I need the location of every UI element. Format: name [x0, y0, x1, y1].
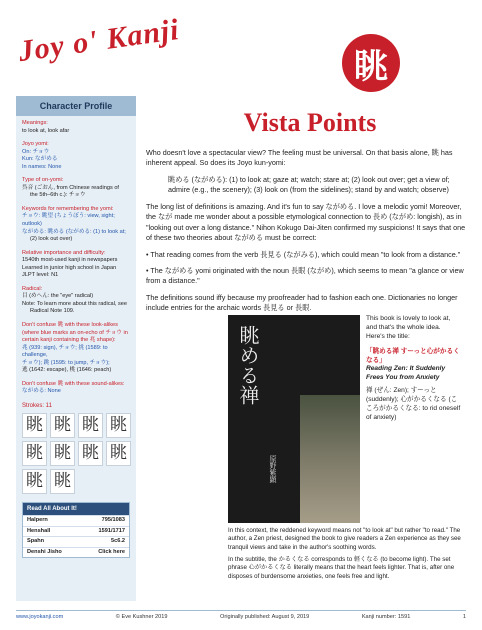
article-title: Vista Points — [243, 108, 377, 137]
kun-yomi: Kun: ながめる — [22, 156, 58, 163]
radical-section — [22, 286, 130, 316]
book-cover-image — [228, 315, 360, 523]
keywords-title: Keywords for remembering the yomi: — [22, 205, 114, 212]
lookalikes-title: Don't confuse 眺 with these look-alikes (where blue marks an on-echo of チョウ in certain kanji containing the 兆 shape): — [22, 322, 128, 344]
caption-english-title: Reading Zen: It Suddenly Frees You from Anxiety — [366, 365, 446, 382]
meanings-title: Meanings: — [22, 120, 48, 126]
stroke-step: 眺 — [22, 469, 47, 494]
caption-intro: This book is lovely to look at, and that's the whole idea. Here's the title: — [366, 315, 451, 340]
footer-site-link[interactable]: www.joyokanji.com — [16, 614, 64, 620]
book-cover-title: 眺める禅 — [236, 325, 260, 405]
footer-page-number: 1 — [462, 614, 466, 620]
lookalikes-line3: 逃 (1642: escape), 桃 (1646: peach) — [22, 367, 112, 374]
logo — [18, 14, 188, 74]
lookalikes-section — [22, 322, 130, 375]
ref-name: Spahn — [27, 538, 45, 545]
kanji-badge: 眺 — [342, 34, 400, 92]
read-all-heading: Read All About It! — [23, 503, 129, 515]
lower-text — [228, 527, 468, 585]
caption-glossary: 禅 (ぜん: Zen); すーっと (suddenly); 心がかるくなる (こころがかるくなる: to rid oneself of anxiety) — [366, 387, 461, 421]
footer-copyright: © Eve Kushner 2019 — [115, 614, 168, 620]
importance-line1: 1540th most-used kanji in newspapers — [22, 257, 118, 264]
sidebar-heading: Character Profile — [16, 96, 136, 116]
book-cover-author: 原野紫顕 — [269, 455, 277, 483]
soundalikes-text: ながめる: None — [22, 388, 61, 395]
onyomi-type-title: Type of on-yomi: — [22, 177, 64, 184]
onyomi-type-line2: the 5th–6th c.): チョウ — [30, 192, 86, 199]
meanings-section — [22, 120, 130, 135]
stroke-step: 眺 — [106, 441, 131, 466]
lookalikes-line1: 兆 (939: sign), チョウ; 挑 (1589: to challenge, — [22, 344, 108, 359]
bullet-item: • The ながめる yomi originated with the noun 長眼 (ながめ), which seems to mean "a glance or view from a distance." — [146, 265, 464, 286]
ref-name: Denshi Jisho — [27, 548, 62, 555]
page-footer — [16, 610, 466, 620]
names-yomi: In names: None — [22, 163, 62, 170]
paragraph: Who doesn't love a spectacular view? The feeling must be universal. On that basis alone, 眺 has inherent appeal. So does its Joyo kun-yomi: — [146, 148, 453, 168]
ref-value: 1591/1717 — [98, 527, 125, 534]
strokes-label: Strokes: 11 — [22, 402, 52, 409]
lookalikes-line2: チョウ); 跳 (1595: to jump, チョウ); — [22, 359, 110, 366]
logo-wordmark: Joy o' Kanji — [16, 12, 182, 69]
paragraph: The long list of definitions is amazing. And it's fun to say ながめる. I love a melodic yomi! Moreover, the なが made me wonder about a possible etymological connection to 長め (ながめ: longish), as in "looking out over a long distance." Nihon Kokugo Dai-Jiten confirmed my suspicions! It says that one of these two theories about ながめる must be correct: — [146, 201, 466, 243]
stroke-order-grid — [22, 413, 130, 494]
definition-block: 眺める (ながめる): (1) to look at; gaze at; watch; stare at; (2) look out over; get a view of; admire (e.g., the scenery); (3) look on (from the sidelines); stand by and watch; observe) — [168, 174, 450, 195]
importance-section — [22, 250, 130, 280]
stroke-step: 眺 — [78, 413, 103, 438]
onyomi-type-section — [22, 177, 130, 200]
garden-photo — [300, 395, 360, 523]
onyomi-type-line1: 呉音 (ごおん, from Chinese readings of — [22, 184, 119, 191]
paragraph: The definitions sound iffy because my proofreader had to fashion each one. Dictionaries no longer include entries for the archaic words 長見る or 長眼. — [146, 292, 458, 313]
joyo-yomi-section — [22, 141, 130, 171]
stroke-step: 眺 — [22, 441, 47, 466]
importance-line2: Learned in junior high school in Japan — [22, 264, 117, 271]
bullet-item: • That reading comes from the verb 長見る (ながみる), which could mean "to look from a distance." — [146, 249, 461, 259]
importance-title: Relative importance and difficulty: — [22, 249, 106, 256]
table-row — [23, 526, 129, 537]
table-row — [23, 547, 129, 558]
radical-line2: Note: To learn more about this radical, see — [22, 300, 127, 307]
on-yomi: On: チョウ — [22, 148, 50, 155]
soundalikes-title: Don't confuse 眺 with these sound-alikes: — [22, 380, 125, 387]
character-profile-sidebar — [16, 96, 136, 601]
ref-value: 5c6.2 — [111, 538, 125, 545]
joyo-yomi-title: Joyo yomi: — [22, 141, 49, 148]
stroke-step: 眺 — [50, 469, 75, 494]
stroke-step: 眺 — [50, 441, 75, 466]
paragraph: In the subtitle, the かるくなる corresponds to 軽くなる (to become light). The set phrase 心がかるくなる literally means that the heart feels lighter. That is, after one disposes of burdensome anxieties, one feels free and light. — [228, 556, 455, 580]
radical-line1: 目 (めへん: the "eye" radical) — [22, 293, 94, 300]
keywords-section — [22, 206, 130, 244]
radical-title: Radical: — [22, 285, 43, 292]
soundalikes-section — [22, 381, 130, 396]
article-body — [146, 148, 466, 320]
footer-published: Originally published: August 9, 2019 — [220, 614, 310, 620]
stroke-step: 眺 — [50, 413, 75, 438]
meanings-text: to look at, look afar — [22, 127, 70, 134]
keyword-line3: (2) look out over) — [30, 236, 73, 243]
footer-kanji-number: Kanji number: 1591 — [361, 614, 411, 620]
caption-japanese-title: 「眺める禅 すーっと心がかるくなる」 — [366, 347, 460, 364]
denshi-jisho-link[interactable]: Click here — [98, 548, 125, 555]
table-row — [23, 536, 129, 547]
read-all-table — [22, 502, 130, 558]
stroke-step: 眺 — [22, 413, 47, 438]
keyword-line1: チョウ: 眺望 (ちょうぼう: view, sight; outlook) — [22, 213, 115, 228]
paragraph: In this context, the reddened keyword means not "to look at" but rather "to read." The author, a Zen priest, designed the book to give readers a Zen experience as they see tranquil views and take in the author's soothing words. — [228, 527, 461, 551]
table-row — [23, 515, 129, 526]
stroke-step: 眺 — [78, 441, 103, 466]
ref-name: Halpern — [27, 517, 48, 524]
stroke-step: 眺 — [106, 413, 131, 438]
keyword-line2: ながめる: 眺める (ながめる: (1) to look at; — [22, 228, 126, 235]
importance-line3: JLPT level: N1 — [22, 272, 59, 279]
ref-value: 795/1083 — [101, 517, 125, 524]
book-caption — [366, 315, 461, 423]
ref-name: Henshall — [27, 527, 51, 534]
radical-line3: Radical Note 109. — [30, 308, 75, 315]
